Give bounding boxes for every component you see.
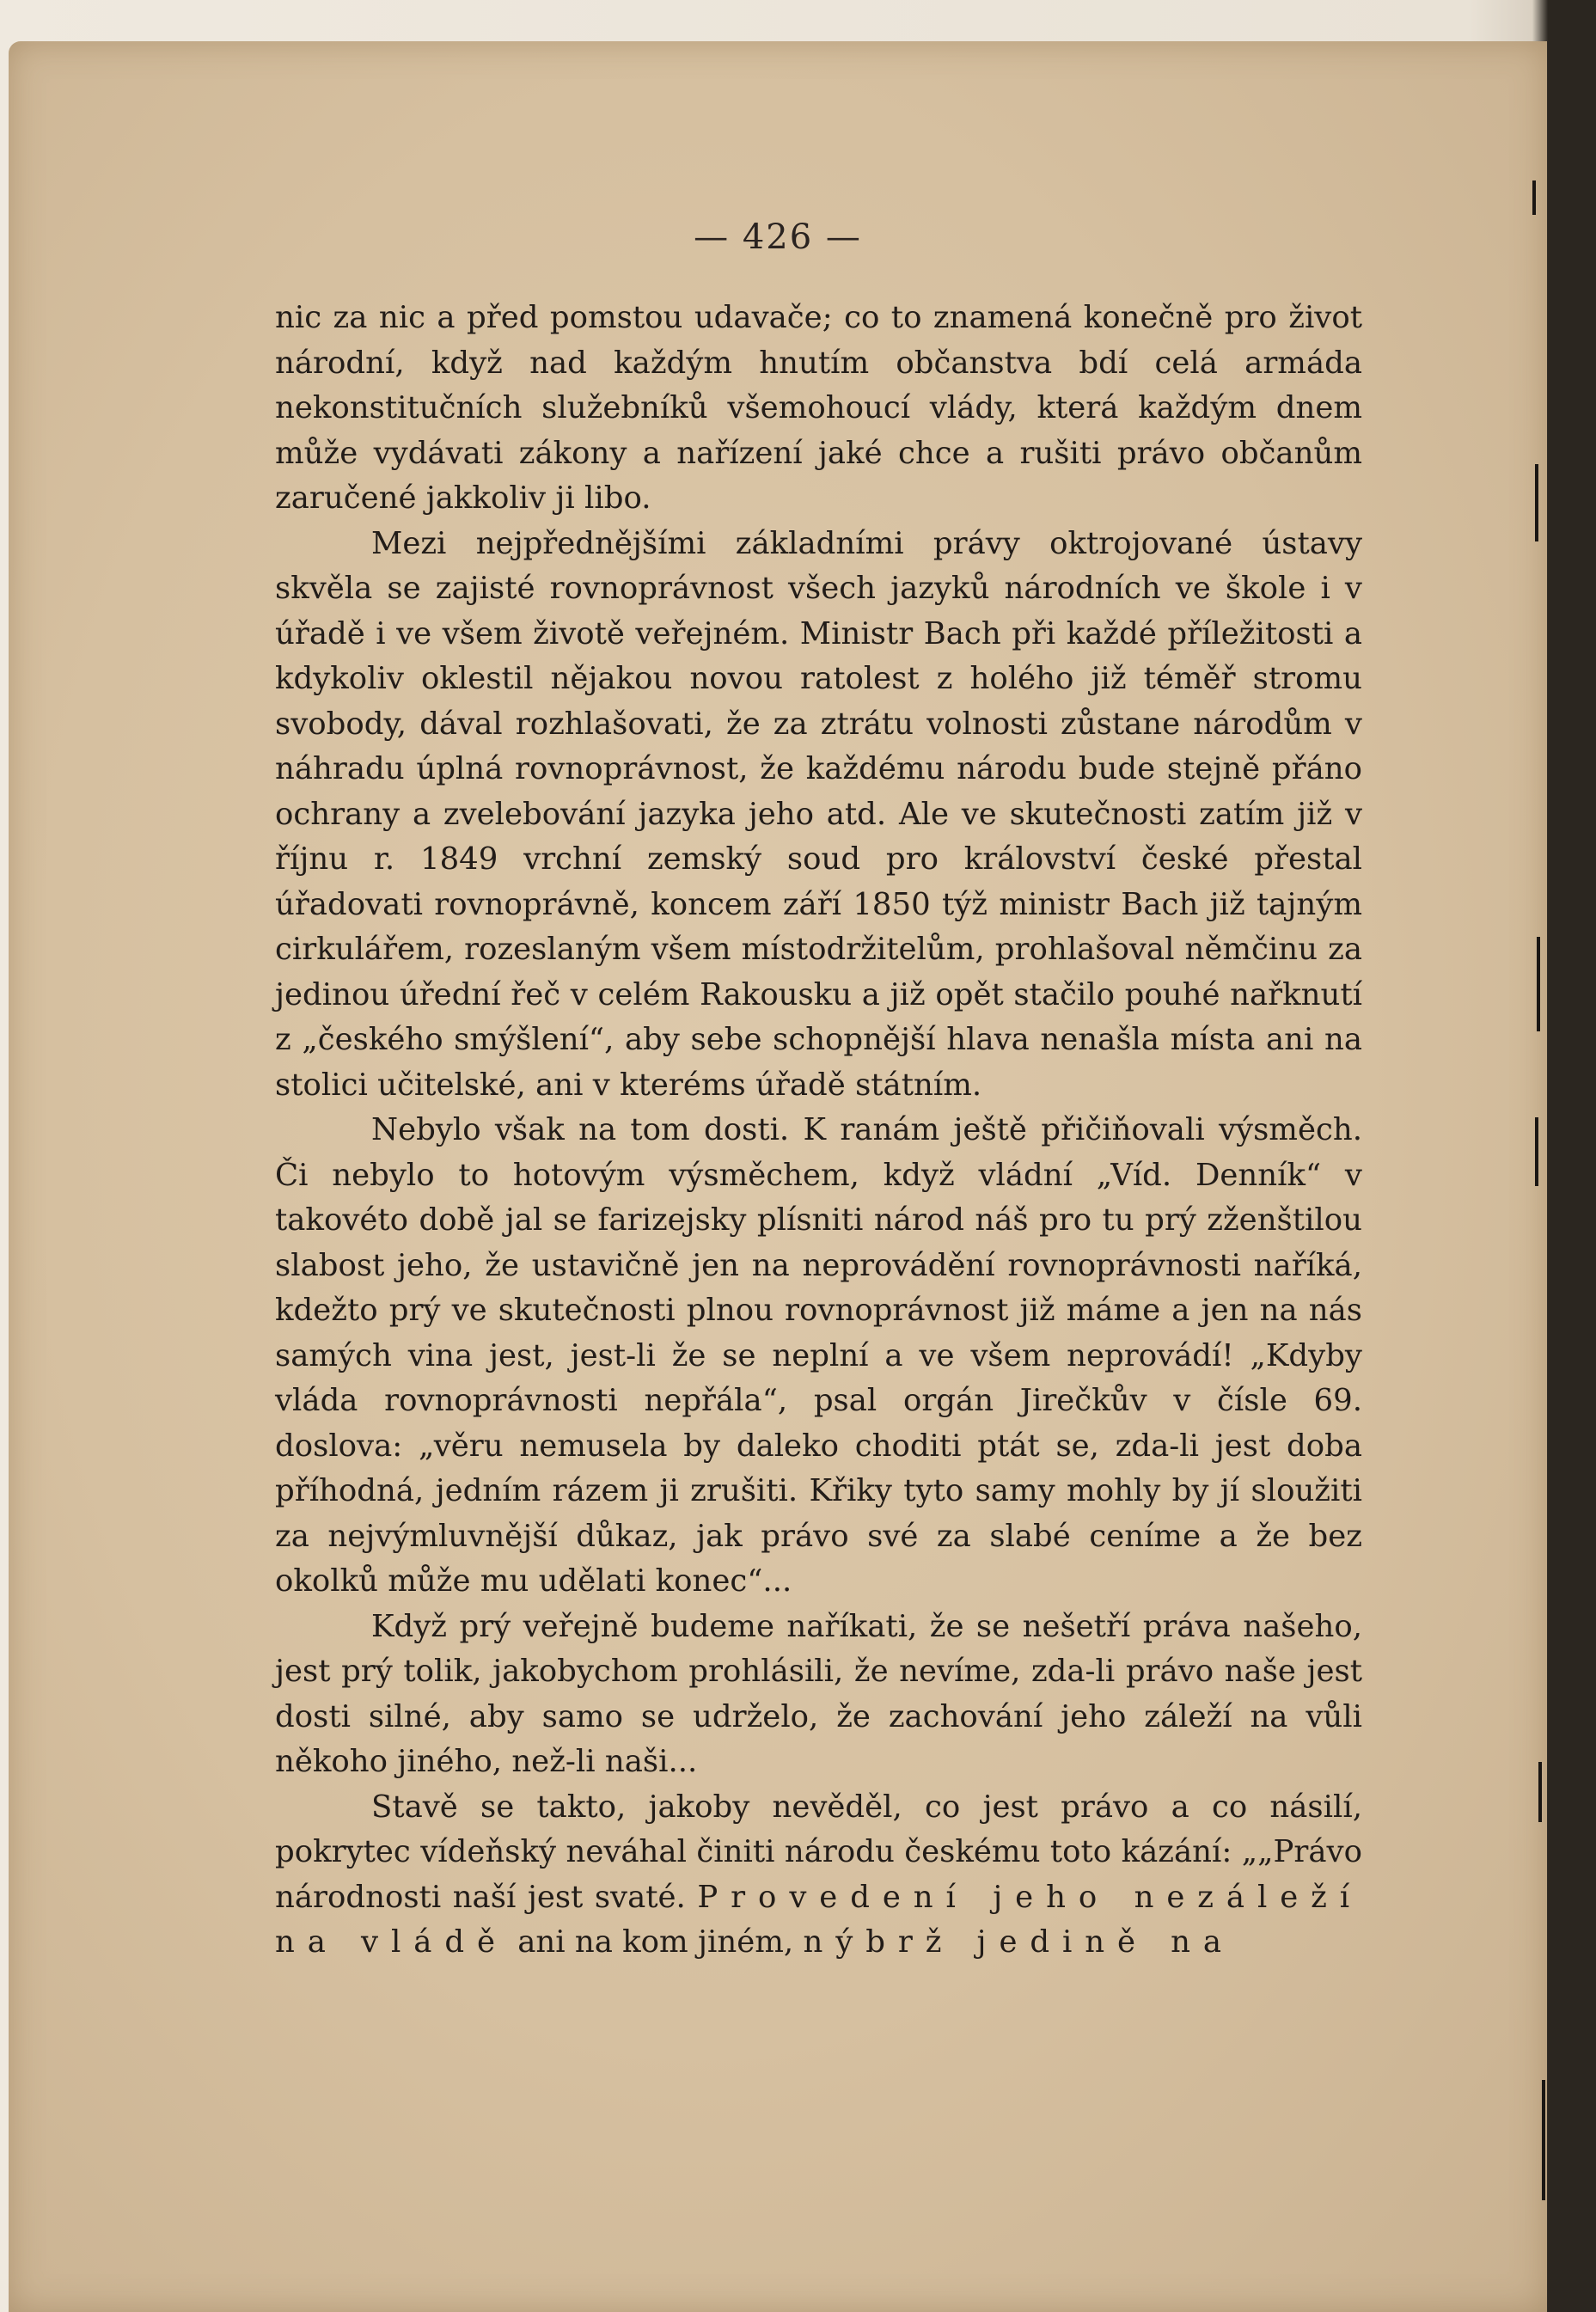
paragraph-3: Nebylo však na tom dosti. K ranám ještě přičiňovali výsměch. Či nebylo to hotovým výsměchem, když vládní „Víd. Denník“ v takovéto době jal se farizejsky plísniti národ náš pro tu prý zženštilou slabost jeho, že ustavičně jen na neprovádění rovnoprávnosti naříká, kdežto prý ve skutečnosti plnou rovnoprávnost již máme a jen na nás samých vina jest, jest-li že se neplní a ve všem neprovádí! „Kdyby vláda rovnoprávnosti nepřála“, psal orgán Jirečkův v čísle 69. doslova: „věru nemusela by daleko choditi ptát se, zda-li jest doba příhodná, jedním rázem ji zrušiti. Křiky tyto samy mohly by jí sloužiti za nejvýmluvnější důkaz, jak právo své za slabé ceníme a že bez okolků může mu udělati konec“... [275, 1112, 1362, 1599]
binding-edge-mark [1532, 180, 1536, 215]
page-number: — 426 — [694, 217, 862, 257]
binding-edge-mark [1542, 2080, 1545, 2200]
paragraph-5-spaced-emphasis-1: Provedení jeho nezáleží na vládě [275, 1879, 1363, 1960]
paragraph-5-spaced-emphasis-2: nýbrž jedině na [803, 1924, 1234, 1960]
body-text [275, 296, 1362, 1966]
book-page [9, 41, 1547, 2312]
paragraph-5 [275, 1785, 1362, 1966]
binding-edge-mark [1537, 937, 1540, 1031]
paragraph-5-text-middle: ani na kom jiném, [507, 1924, 804, 1960]
binding-edge-mark [1535, 464, 1538, 541]
paragraph-1: nic za nic a před pomstou udavače; co to znamená konečně pro život národní, když nad každým hnutím občanstva bdí celá armáda nekonstitučních služebníků všemohoucí vlády, která každým dnem může vydávati zákony a nařízení jaké chce a rušiti právo občanům zaručené jakkoliv ji libo. [275, 300, 1362, 516]
binding-edge-mark [1538, 1762, 1542, 1822]
paragraph-5-text-before: Stavě se takto, jakoby nevěděl, co jest právo a co násilí, pokrytec vídeňský neváhal činiti národu českému toto kázání: „„Právo národnosti naší jest svaté. [275, 1789, 1362, 1915]
paragraph-4: Když prý veřejně budeme naříkati, že se nešetří práva našeho, jest prý tolik, jakobychom prohlásili, že nevíme, zda-li právo naše jest dosti silné, aby samo se udrželo, že zachování jeho záleží na vůli někoho jiného, než-li naši... [275, 1608, 1362, 1779]
binding-edge-mark [1535, 1117, 1538, 1186]
paragraph-2: Mezi nejpřednějšími základními právy oktrojované ústavy skvěla se zajisté rovnoprávnost všech jazyků národních ve škole i v úřadě i ve všem životě veřejném. Ministr Bach při každé příležitosti a kdykoliv oklestil nějakou novou ratolest z holého již téměř stromu svobody, dával rozhlašovati, že za ztrátu volnosti zůstane národům v náhradu úplná rovnoprávnost, že každému národu bude stejně přáno ochrany a zvelebování jazyka jeho atd. Ale ve skutečnosti zatím již v říjnu r. 1849 vrchní zemský soud pro království české přestal úřadovati rovnoprávně, koncem září 1850 týž ministr Bach již tajným cirkulářem, rozeslaným všem místodržitelům, prohlašoval němčinu za jedinou úřední řeč v celém Rakousku a již opět stačilo pouhé nařknutí z „českého smýšlení“, aby sebe schopnější hlava nenašla místa ani na stolici učitelské, ani v kteréms úřadě státním. [275, 525, 1362, 1103]
